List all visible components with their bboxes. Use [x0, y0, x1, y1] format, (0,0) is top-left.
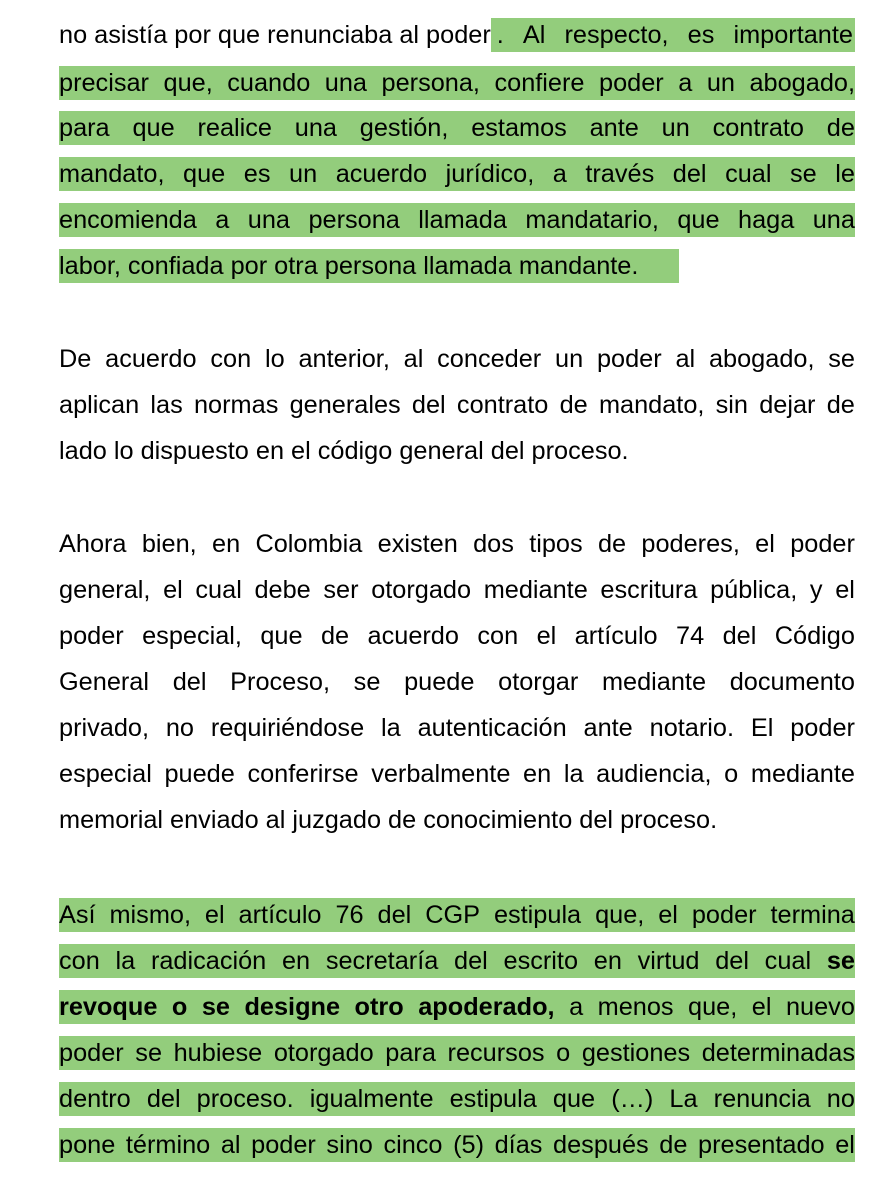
word: y — [809, 576, 823, 604]
word: haga — [738, 206, 795, 234]
word: de — [559, 391, 588, 419]
word: llamada — [418, 206, 507, 234]
word: mandatario, — [525, 206, 659, 234]
highlighted-line — [59, 157, 855, 191]
word: es — [687, 21, 715, 49]
word: para — [385, 1039, 436, 1067]
highlighted-line — [59, 1082, 855, 1116]
word: 76 — [335, 901, 364, 929]
word: La — [669, 1085, 698, 1113]
word: aplican — [59, 391, 140, 419]
word: abogado, — [749, 69, 855, 97]
word: la — [563, 760, 584, 788]
word: otro — [354, 993, 404, 1021]
word: una — [294, 114, 337, 142]
word: de — [826, 114, 855, 142]
text-line — [59, 803, 855, 837]
word: termina — [770, 901, 855, 929]
line-text: memorial enviado al juzgado de conocimiento del proceso. — [59, 806, 718, 834]
word: es — [243, 160, 271, 188]
word: o — [724, 760, 739, 788]
word: del — [715, 947, 749, 975]
highlighted-line — [59, 249, 679, 283]
word: una — [247, 206, 290, 234]
word: cual — [764, 947, 812, 975]
word: sin — [715, 391, 748, 419]
word: 74 — [676, 622, 705, 650]
word: acuerdo — [335, 160, 428, 188]
word: recursos — [447, 1039, 545, 1067]
text-line — [59, 342, 855, 376]
word: a — [552, 160, 567, 188]
text-line — [59, 711, 855, 745]
word: del — [172, 668, 207, 696]
word: mandato, — [598, 391, 705, 419]
word: la — [115, 947, 136, 975]
word: acuerdo — [367, 622, 459, 650]
text-line — [59, 388, 855, 422]
word: virtud — [637, 947, 700, 975]
word: puede — [164, 760, 235, 788]
word: que, — [688, 993, 738, 1021]
word: un — [706, 69, 735, 97]
line-text: labor, confiada por otra persona llamada mandante. — [59, 252, 639, 280]
word: puede — [404, 668, 475, 696]
word: artículo — [574, 622, 658, 650]
word: precisar — [59, 69, 149, 97]
word: otorgado — [273, 1039, 374, 1067]
word: cual — [725, 160, 772, 188]
word: que, — [595, 901, 645, 929]
word: conferirse — [247, 760, 359, 788]
word: apoderado, — [418, 993, 555, 1021]
word: nuevo — [785, 993, 855, 1021]
word: del — [672, 160, 707, 188]
word: proceso. — [196, 1085, 294, 1113]
word: el — [755, 530, 775, 558]
word: del — [146, 1085, 181, 1113]
word: dejar — [759, 391, 816, 419]
word: menos — [597, 993, 674, 1021]
highlighted-line — [59, 66, 855, 100]
word: días — [494, 1131, 543, 1159]
word: sino — [326, 1131, 373, 1159]
word: en — [281, 947, 311, 975]
word: igualmente — [309, 1085, 434, 1113]
text-line — [59, 619, 855, 653]
word: designe — [244, 993, 341, 1021]
word: Proceso, — [230, 668, 330, 696]
text-line — [59, 434, 855, 468]
word: no — [826, 1085, 855, 1113]
word: estipula — [493, 901, 582, 929]
word: poder — [59, 622, 124, 650]
word: poderes, — [641, 530, 740, 558]
word: que — [132, 114, 175, 142]
word: la — [381, 714, 401, 742]
word: el — [163, 576, 183, 604]
word: el — [751, 993, 772, 1021]
word: de — [826, 391, 855, 419]
word: general, — [59, 576, 151, 604]
word: poder — [596, 345, 662, 373]
word: hubiese — [173, 1039, 263, 1067]
word: (5) — [453, 1131, 485, 1159]
word: mandato, — [59, 160, 165, 188]
plain-text-segment: no asistía por que renunciaba al poder — [59, 21, 491, 49]
word: poder — [790, 714, 855, 742]
word: del — [411, 391, 446, 419]
word: radicación — [150, 947, 267, 975]
word: CGP — [425, 901, 481, 929]
word: el — [835, 1131, 855, 1159]
word: después — [553, 1131, 649, 1159]
word: poder — [251, 1131, 316, 1159]
word: anterior, — [298, 345, 390, 373]
word: que — [260, 622, 303, 650]
word: en — [593, 947, 622, 975]
word: término — [125, 1131, 211, 1159]
word: revoque — [59, 993, 158, 1021]
word: a — [569, 993, 584, 1021]
word: secretaría — [325, 947, 439, 975]
word: con — [59, 947, 100, 975]
word: especial — [59, 760, 152, 788]
word: mediante — [483, 576, 588, 604]
word: mismo, — [109, 901, 191, 929]
word: tipos — [529, 530, 583, 558]
word: Colombia — [255, 530, 363, 558]
word: se — [353, 668, 381, 696]
word: poder — [599, 69, 664, 97]
word: cinco — [383, 1131, 443, 1159]
word: o — [556, 1039, 571, 1067]
word: dentro — [59, 1085, 131, 1113]
word: con — [210, 345, 252, 373]
word: . — [496, 21, 504, 49]
highlighted-line — [59, 111, 855, 145]
word: autenticación — [417, 714, 567, 742]
word: un — [289, 160, 318, 188]
text-line — [59, 665, 855, 699]
word: conceder — [437, 345, 542, 373]
word: contrato — [712, 114, 804, 142]
word: verbalmente — [371, 760, 511, 788]
word: pública, — [710, 576, 798, 604]
line-text: lado lo dispuesto en el código general del proceso. — [59, 437, 629, 465]
word: las — [150, 391, 183, 419]
highlighted-line — [59, 990, 855, 1024]
word: importante — [733, 21, 853, 49]
word: otorgado — [371, 576, 472, 604]
word: mediante — [601, 668, 707, 696]
word: el — [835, 576, 855, 604]
word: el — [658, 901, 678, 929]
punctuation: , — [547, 993, 555, 1021]
word: gestión, — [359, 114, 449, 142]
word: poder — [691, 901, 757, 929]
word: escritura — [600, 576, 698, 604]
word: un — [555, 345, 584, 373]
word: determinadas — [701, 1039, 855, 1067]
word: persona, — [381, 69, 480, 97]
word: o — [171, 993, 188, 1021]
word: de — [659, 1131, 688, 1159]
word: Ahora — [59, 530, 127, 558]
text-line — [59, 573, 855, 607]
word: ser — [323, 576, 359, 604]
word: escrito — [503, 947, 579, 975]
word: en — [523, 760, 552, 788]
word: documento — [729, 668, 855, 696]
word: lo — [264, 345, 285, 373]
highlighted-line — [59, 1036, 855, 1070]
word: de — [597, 530, 627, 558]
word: respecto, — [564, 21, 669, 49]
word: en — [212, 530, 241, 558]
word: no — [165, 714, 194, 742]
word: encomienda — [59, 206, 197, 234]
word: través — [585, 160, 655, 188]
word: cuando — [227, 69, 311, 97]
word: se — [826, 947, 855, 975]
word: se — [790, 160, 817, 188]
word: una — [812, 206, 855, 234]
word: artículo — [238, 901, 322, 929]
text-line — [59, 18, 855, 52]
word: abogado, — [708, 345, 815, 373]
highlighted-text-segment — [491, 18, 855, 52]
word: presentado — [698, 1131, 825, 1159]
word: con — [477, 622, 519, 650]
word: del — [454, 947, 488, 975]
word: el — [536, 622, 557, 650]
word: notario. — [649, 714, 735, 742]
word: realice — [197, 114, 272, 142]
word: al — [403, 345, 424, 373]
word: del — [377, 901, 412, 929]
word: acuerdo — [105, 345, 197, 373]
word: requiriéndose — [210, 714, 365, 742]
word: del — [722, 622, 757, 650]
word: poder — [790, 530, 855, 558]
word: a — [678, 69, 693, 97]
word: renuncia — [713, 1085, 811, 1113]
word: al — [220, 1131, 241, 1159]
word: normas — [193, 391, 279, 419]
word: estipula — [449, 1085, 537, 1113]
word: se — [135, 1039, 163, 1067]
word: una — [324, 69, 367, 97]
text-line — [59, 757, 855, 791]
word: se — [201, 993, 230, 1021]
word: generales — [289, 391, 401, 419]
highlighted-line — [59, 1128, 855, 1162]
word: que — [677, 206, 720, 234]
word: confiere — [494, 69, 585, 97]
word: Así — [59, 901, 96, 929]
word: que, — [163, 69, 213, 97]
word: General — [59, 668, 149, 696]
word: privado, — [59, 714, 149, 742]
word: Al — [522, 21, 546, 49]
word: De — [59, 345, 92, 373]
word: otorgar — [498, 668, 579, 696]
highlighted-line — [59, 898, 855, 932]
word: pone — [59, 1131, 116, 1159]
highlighted-line — [59, 944, 855, 978]
word: bien, — [141, 530, 197, 558]
word: que — [183, 160, 226, 188]
word: jurídico, — [445, 160, 535, 188]
word: existen — [377, 530, 458, 558]
word: le — [835, 160, 855, 188]
word: ante — [583, 714, 633, 742]
word: para — [59, 114, 110, 142]
word: al — [675, 345, 696, 373]
word: un — [661, 114, 690, 142]
text-line — [59, 527, 855, 561]
word: dos — [473, 530, 514, 558]
word: especial, — [142, 622, 242, 650]
highlighted-line — [59, 203, 855, 237]
word: estamos — [471, 114, 567, 142]
word: Código — [774, 622, 855, 650]
word: se — [828, 345, 855, 373]
word: debe — [254, 576, 311, 604]
word: El — [750, 714, 774, 742]
word: que — [552, 1085, 596, 1113]
word: de — [320, 622, 350, 650]
word: ante — [589, 114, 639, 142]
word: persona — [308, 206, 400, 234]
word: a — [215, 206, 230, 234]
word: mediante — [750, 760, 855, 788]
word: poder — [59, 1039, 124, 1067]
word: audiencia, — [596, 760, 712, 788]
word: gestiones — [581, 1039, 691, 1067]
word: contrato — [456, 391, 549, 419]
word: cual — [195, 576, 242, 604]
word: (…) — [611, 1085, 654, 1113]
word: el — [204, 901, 225, 929]
